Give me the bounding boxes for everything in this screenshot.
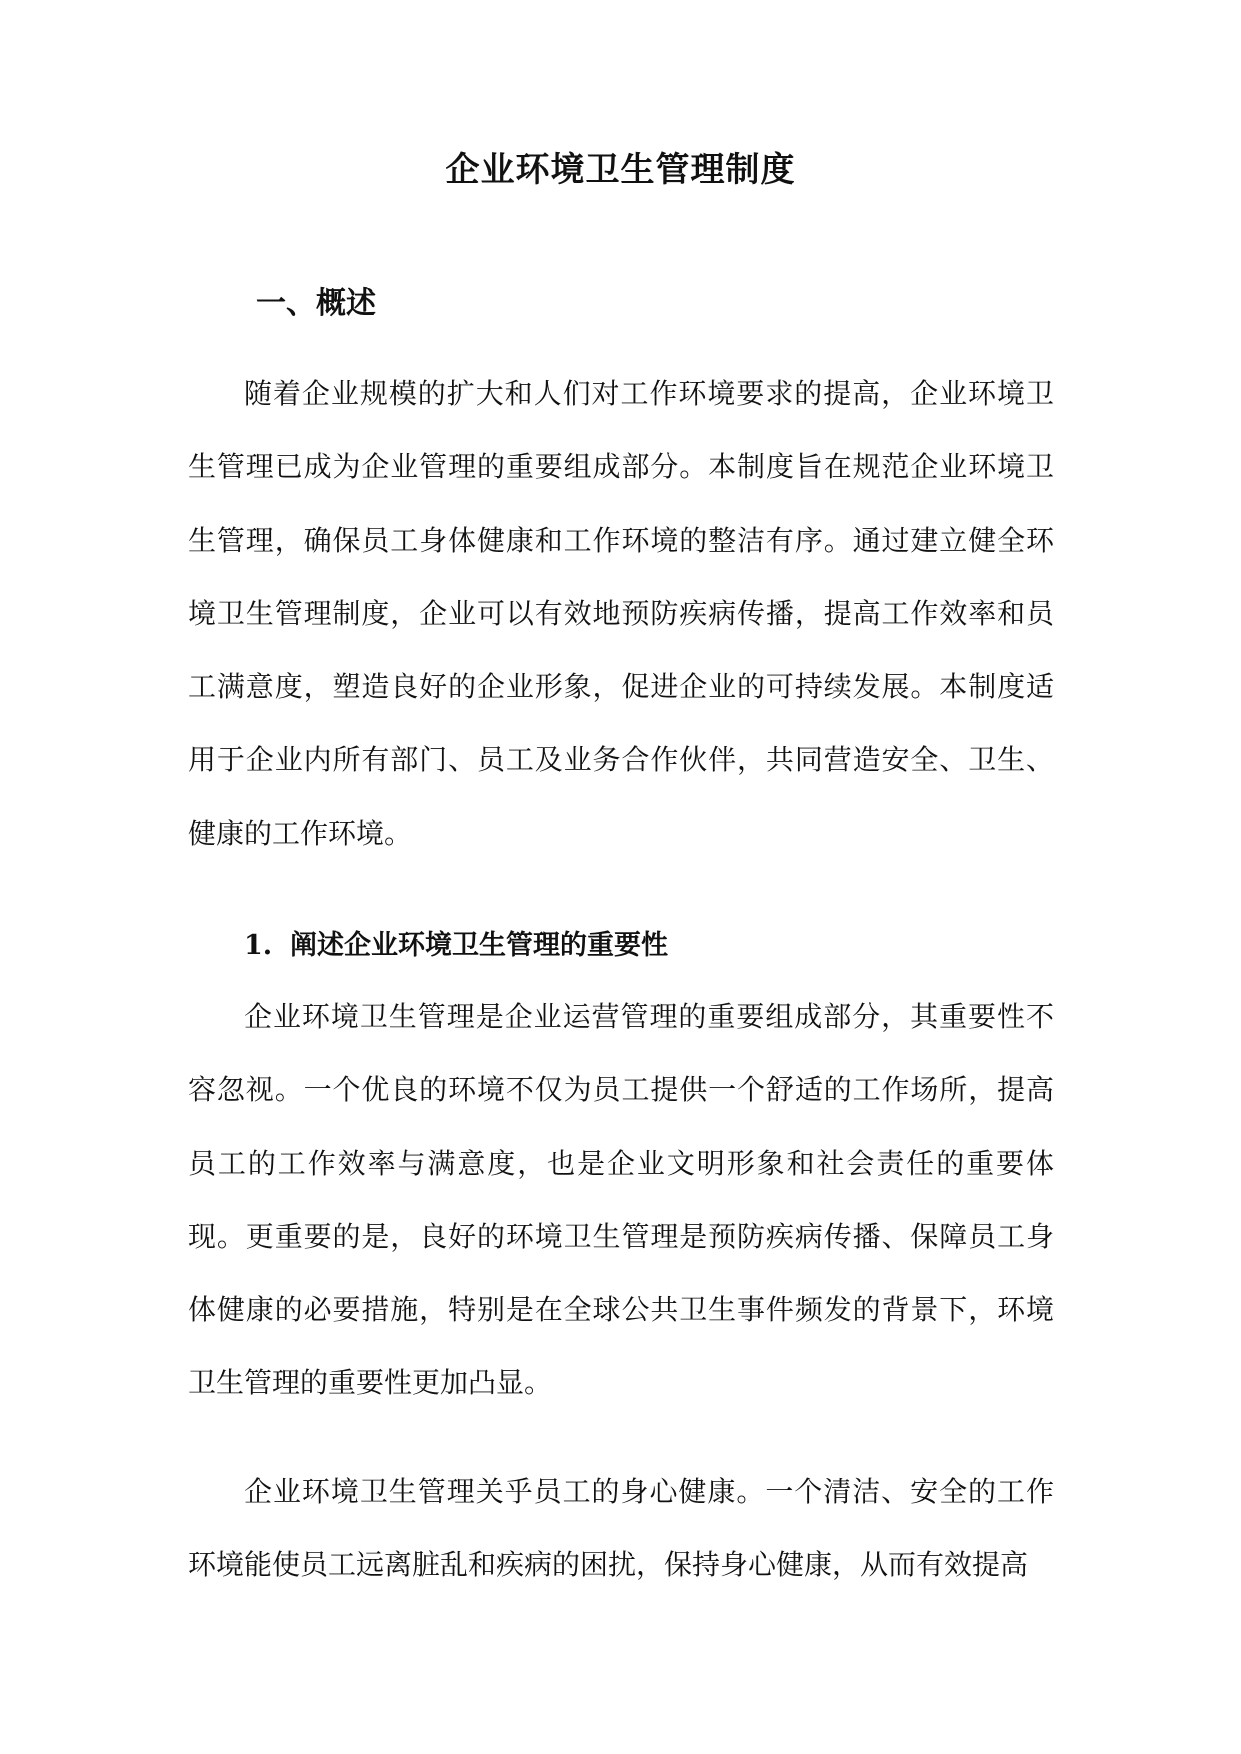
subsection-title: 阐述企业环境卫生管理的重要性 <box>290 930 668 961</box>
overview-paragraph: 随着企业规模的扩大和人们对工作环境要求的提高，企业环境卫生管理已成为企业管理的重要组成部分。本制度旨在规范企业环境卫生管理，确保员工身体健康和工作环境的整洁有序。通过建立健全环境卫生管理制度，企业可以有效地预防疾病传播，提高工作效率和员工满意度，塑造良好的企业形象，促进企业的可持续发展。本制度适用于企业内所有部门、员工及业务合作伙伴，共同营造安全、卫生、健康的工作环境。 <box>188 377 1054 850</box>
subsection-heading <box>244 928 668 964</box>
document-title: 企业环境卫生管理制度 <box>445 150 796 190</box>
importance-paragraph-1: 企业环境卫生管理是企业运营管理的重要组成部分，其重要性不容忽视。一个优良的环境不仅为员工提供一个舒适的工作场所，提高员工的工作效率与满意度，也是企业文明形象和社会责任的重要体现。更重要的是，良好的环境卫生管理是预防疾病传播、保障员工身体健康的必要措施，特别是在全球公共卫生事件频发的背景下，环境卫生管理的重要性更加凸显。 <box>188 1000 1054 1400</box>
importance-paragraph-2: 企业环境卫生管理关乎员工的身心健康。一个清洁、安全的工作环境能使员工远离脏乱和疾病的困扰，保持身心健康，从而有效提高 <box>188 1475 1054 1582</box>
section-heading-overview: 一、概述 <box>256 286 376 321</box>
subsection-number: 1. <box>244 930 273 961</box>
